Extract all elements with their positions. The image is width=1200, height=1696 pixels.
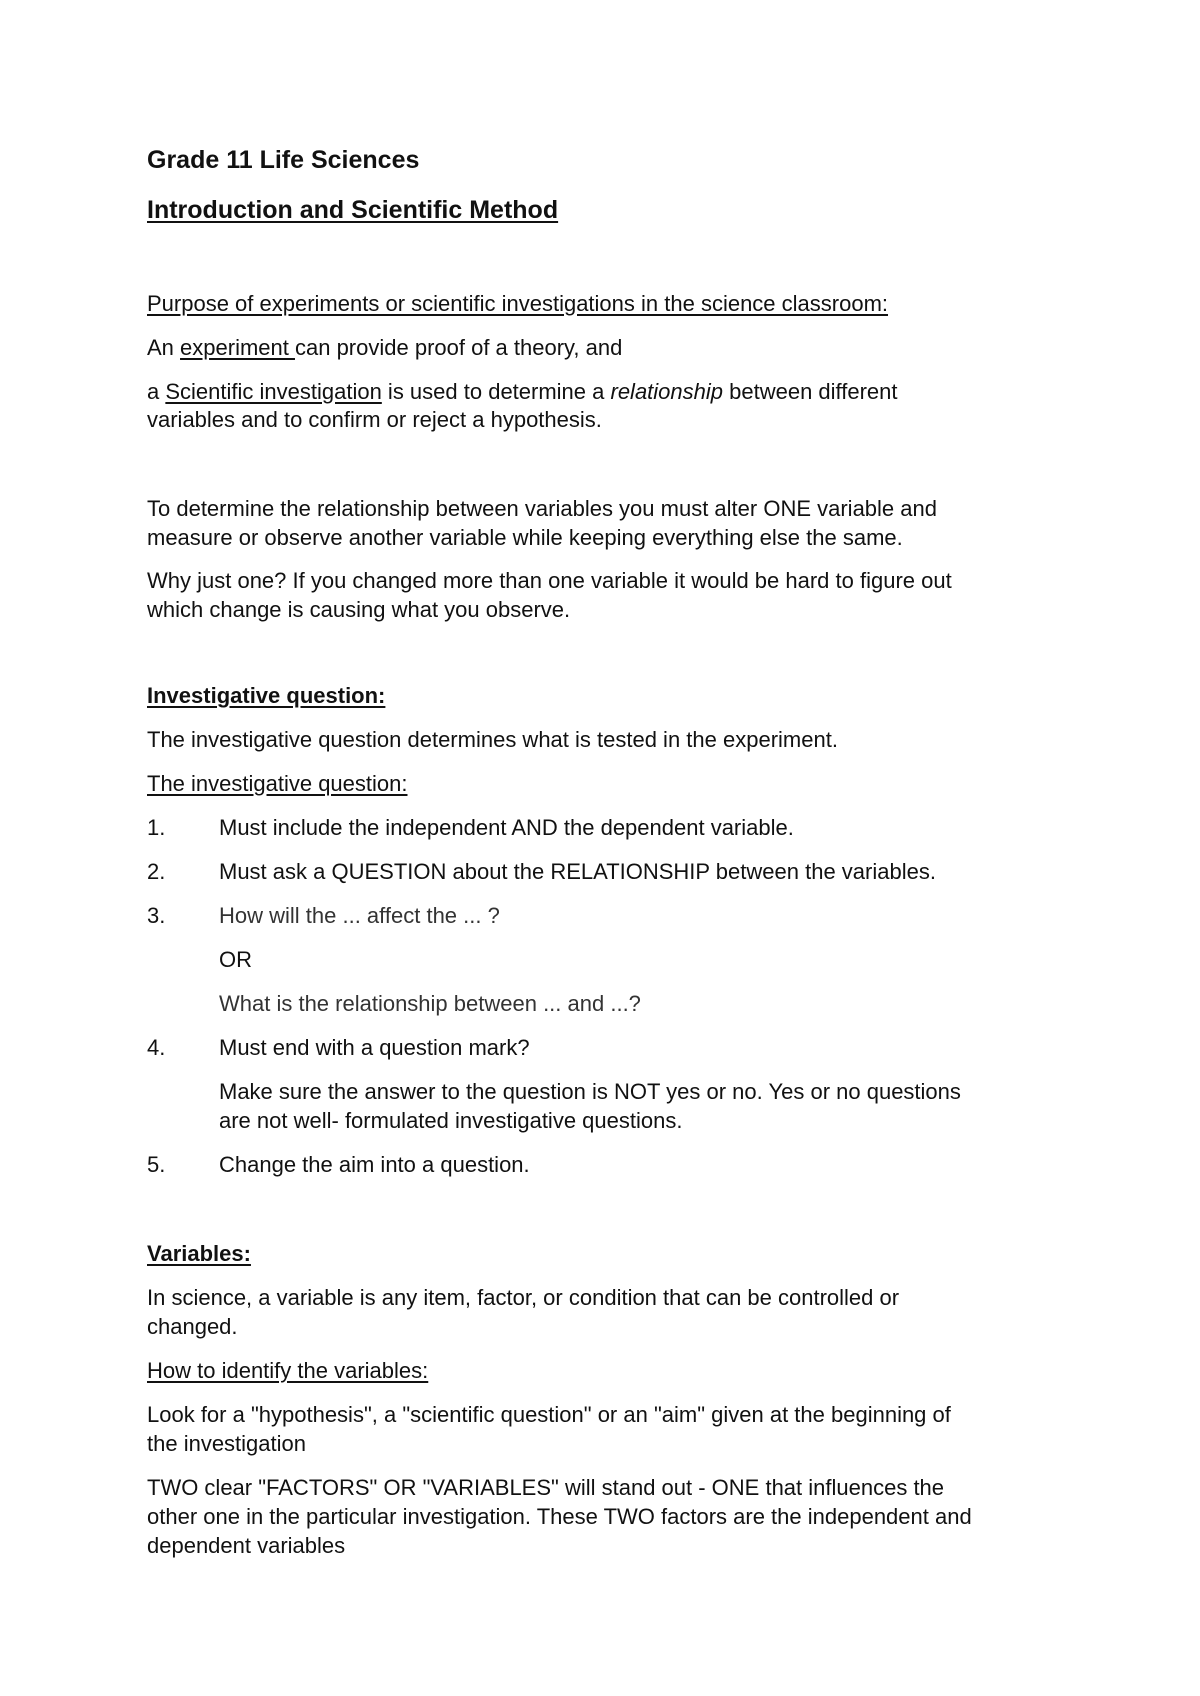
variables-definition-1: In science, a variable is any item, factor, or condition that can be controlled or [147,1285,900,1310]
list-item-number: 1. [147,815,166,840]
variables-subheading: How to identify the variables: [147,1358,429,1383]
variables-paragraph-2-line-3: dependent variables [147,1533,346,1558]
list-item-text: Must end with a question mark? [219,1035,530,1060]
list-item-or: OR [219,947,252,972]
text-fragment: between different [723,379,898,404]
investigative-heading: Investigative question: [147,683,386,708]
variables-paragraph-1-line-2: the investigation [147,1431,306,1456]
list-item-text: How will the ... affect the ... ? [219,903,500,928]
text-fragment: is used to determine a [381,379,611,404]
relationship-line-1: To determine the relationship between variables you must alter ONE variable and [147,496,937,521]
investigative-intro: The investigative question determines what is tested in the experiment. [147,727,838,752]
purpose-heading: Purpose of experiments or scientific investigations in the science classroom: [147,291,889,316]
term-scientific-investigation: Scientific investigation [165,379,382,404]
purpose-line-3: variables and to confirm or reject a hypothesis. [147,407,602,432]
list-item-text: Must ask a QUESTION about the RELATIONSHIP between the variables. [219,859,936,884]
variables-paragraph-2-line-1: TWO clear "FACTORS" OR "VARIABLES" will stand out - ONE that influences the [147,1475,945,1500]
variables-paragraph-1-line-1: Look for a "hypothesis", a "scientific question" or an "aim" given at the beginning of [147,1402,951,1427]
text-fragment: a [147,379,166,404]
document-subtitle: Introduction and Scientific Method [147,196,559,224]
term-experiment: experiment [180,335,295,360]
list-item-number: 2. [147,859,166,884]
variables-heading: Variables: [147,1241,251,1266]
purpose-line-1 [147,334,622,361]
term-relationship: relationship [610,379,724,404]
relationship-line-4: which change is causing what you observe. [147,597,571,622]
list-item-note-2: are not well- formulated investigative questions. [219,1108,683,1133]
list-item-alternative: What is the relationship between ... and ...? [219,991,641,1016]
variables-definition-2: changed. [147,1314,238,1339]
text-fragment: An [147,335,181,360]
investigative-subheading: The investigative question: [147,771,408,796]
list-item-number: 5. [147,1152,166,1177]
relationship-line-3: Why just one? If you changed more than one variable it would be hard to figure out [147,568,952,593]
list-item-number: 4. [147,1035,166,1060]
purpose-line-2 [147,378,898,405]
variables-paragraph-2-line-2: other one in the particular investigation. These TWO factors are the independent and [147,1504,972,1529]
list-item-text: Must include the independent AND the dependent variable. [219,815,794,840]
list-item-note-1: Make sure the answer to the question is NOT yes or no. Yes or no questions [219,1079,961,1104]
list-item-text: Change the aim into a question. [219,1152,530,1177]
text-fragment: can provide proof of a theory, and [294,335,623,360]
document-title: Grade 11 Life Sciences [147,146,420,174]
relationship-line-2: measure or observe another variable while keeping everything else the same. [147,525,903,550]
list-item-number: 3. [147,903,166,928]
